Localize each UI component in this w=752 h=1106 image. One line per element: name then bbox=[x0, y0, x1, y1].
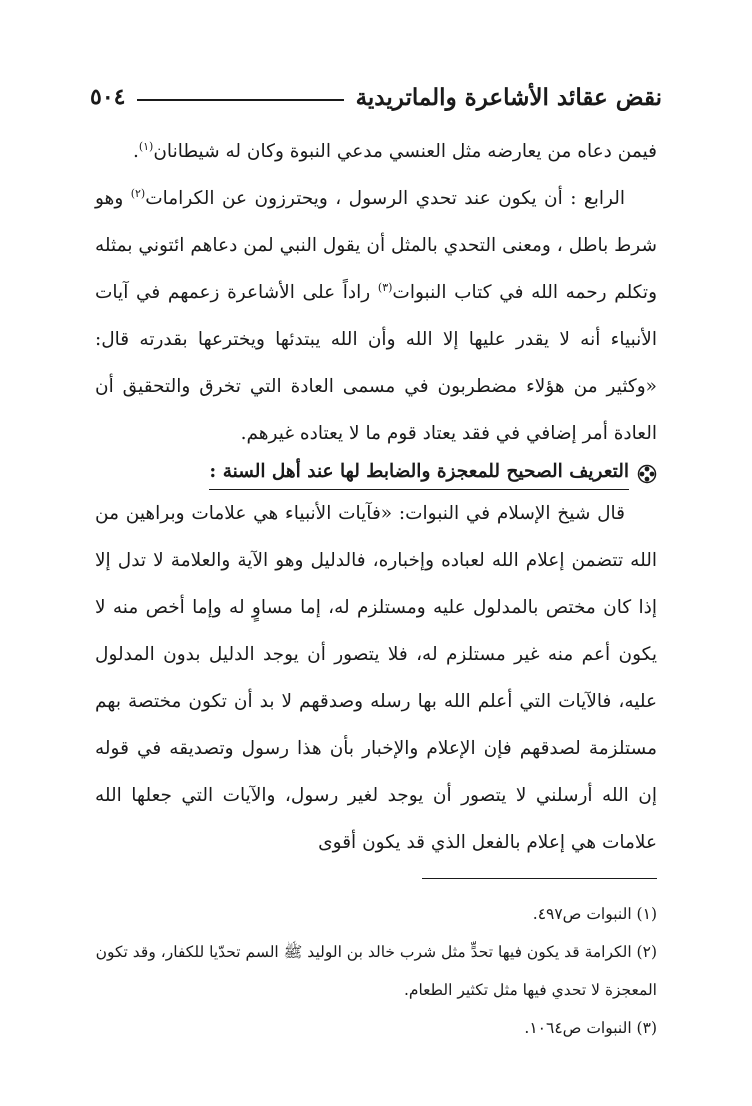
footnote-ref-1: (١) bbox=[138, 139, 154, 153]
flower-ornament-icon bbox=[637, 464, 657, 484]
footnote-1: (١) النبوات ص٤٩٧. bbox=[532, 905, 657, 923]
section-subheading bbox=[95, 457, 657, 490]
paragraph-2-text-a: الرابع : أن يكون عند تحدي الرسول ، ويحترزون عن الكرامات bbox=[145, 188, 625, 209]
paragraph-2-text-b: وهو شرط باطل ، ومعنى التحدي بالمثل أن يقول النبي لمن دعاهم ائتوني بمثله وتكلم رحمه الله في كتاب النبوات bbox=[95, 188, 658, 303]
main-text bbox=[95, 128, 657, 866]
paragraph-1-text: فيمن دعاه من يعارضه مثل العنسي مدعي النبوة وكان له شيطانان bbox=[153, 141, 657, 162]
running-title: نقض عقائد الأشاعرة والماتريدية bbox=[355, 83, 662, 111]
paragraph-3: قال شيخ الإسلام في النبوات: «فآيات الأنبياء هي علامات وبراهين من الله تتضمن إعلام الله لعباده وإخباره، فالدليل وهو الآية والعلامة لا تدل إلا إذا كان مختص بالمدلول عليه ومستلزم له، إما مساوٍ له وإما أخص منه لا يكون أعم منه غير مستلزم له، فلا يتصور أن يوجد الدليل بدون المدلول عليه، فالآيات التي أعلم الله بها رسله وصدقهم لا بد أن تكون مختصة بهم مستلزمة لصدقهم فإن الإعلام والإخبار بأن هذا رسول وتصديقه في قوله إن الله أرسلني لا يتصور أن يوجد لغير رسول، والآيات التي جعلها الله علامات هي إعلام بالفعل الذي قد يكون أقوى bbox=[95, 503, 657, 853]
footnote-2: (٢) الكرامة قد يكون فيها تحدٍّ مثل شرب خالد بن الوليد ﷺ السم تحدّيا للكفار، وقد تكون المعجزة لا تحدي فيها مثل تكثير الطعام. bbox=[95, 943, 657, 999]
paragraph-2-text-c: راداً على الأشاعرة زعمهم في آيات الأنبياء أنه لا يقدر عليها إلا الله وأن الله يبتدئها ويخترعها بقدرته قال: «وكثير من هؤلاء مضطربون في مسمى العادة التي تخرق والتحقيق أن العادة أمر إضافي في فقد يعتاد قوم ما لا يعتاده غيرهم. bbox=[95, 282, 657, 444]
paragraph-1-end: . bbox=[132, 141, 139, 162]
paragraph-1 bbox=[95, 128, 657, 175]
paragraph-2 bbox=[95, 175, 657, 457]
footnotes bbox=[95, 895, 657, 1047]
footnote-separator bbox=[422, 878, 657, 879]
subheading-text: التعريف الصحيح للمعجزة والضابط لها عند أهل السنة : bbox=[209, 457, 629, 490]
footnote-3: (٣) النبوات ص١٠٦٤. bbox=[524, 1019, 657, 1037]
footnote-ref-2: (٢) bbox=[130, 186, 146, 200]
page-header bbox=[90, 80, 662, 114]
footnote-ref-3: (٣) bbox=[377, 280, 393, 294]
header-rule bbox=[137, 99, 343, 101]
page-number: ٥٠٤ bbox=[90, 84, 126, 110]
